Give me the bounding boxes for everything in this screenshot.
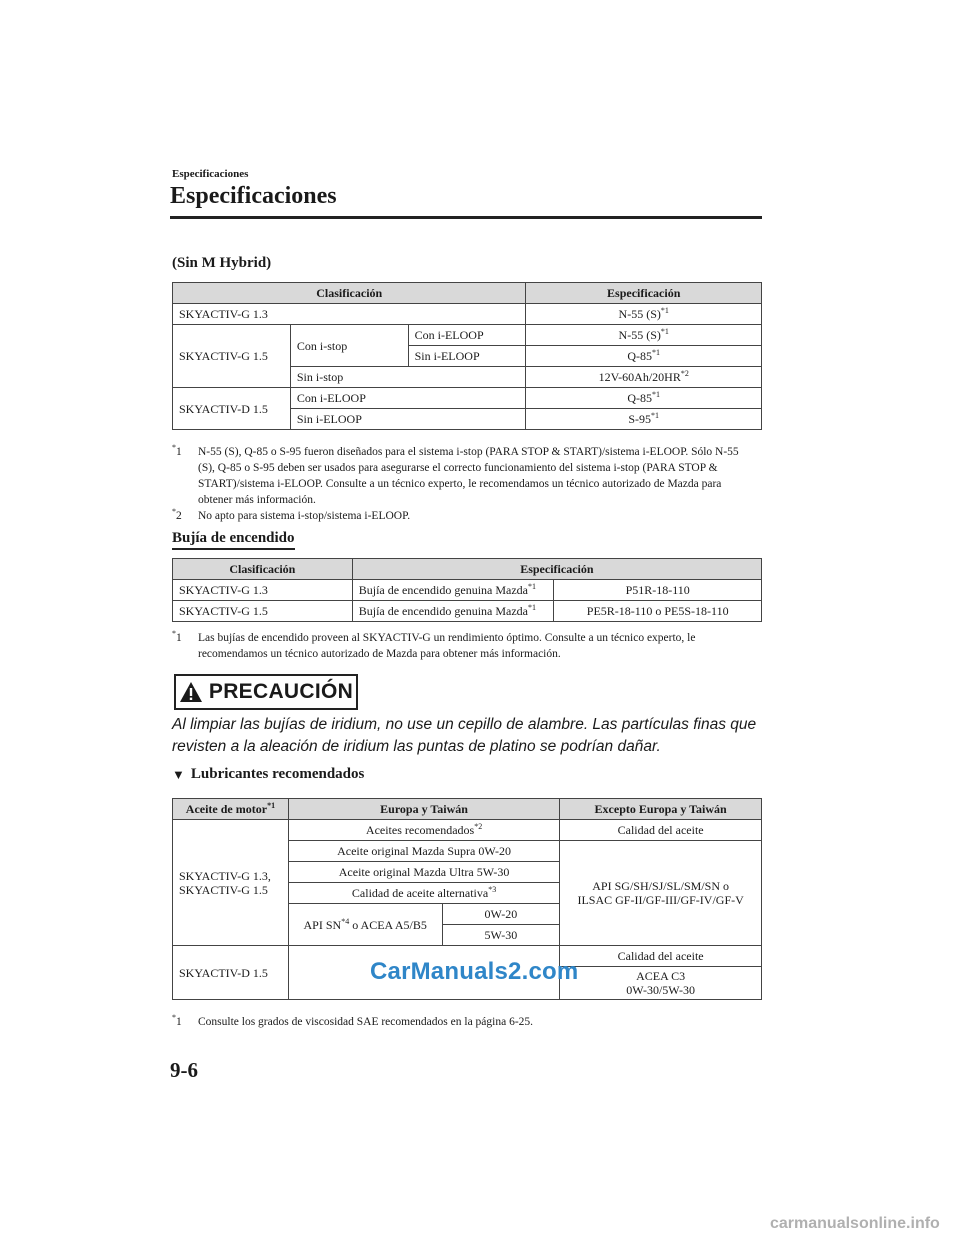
table-row bbox=[173, 325, 762, 346]
oil-quality: Calidad del aceite bbox=[560, 820, 762, 841]
battery-spec: Q-85$^{*1}$ bbox=[526, 346, 762, 367]
table-header-row bbox=[173, 799, 762, 820]
alt-quality: Calidad de aceite alternativa$^{*3}$ bbox=[288, 883, 559, 904]
eloop-option: Sin i-ELOOP bbox=[290, 409, 526, 430]
eloop-option: Con i-ELOOP bbox=[408, 325, 526, 346]
site-credit: carmanualsonline.info bbox=[770, 1215, 940, 1232]
engine-d15: SKYACTIV-D 1.5 bbox=[173, 946, 289, 1000]
header-engine-oil: Aceite de motor$^{*1}$ bbox=[173, 799, 289, 820]
caution-text: Al limpiar las bujías de iridium, no use un cepillo de alambre. Las partículas finas que revisten a la aleación de iridium las puntas de platino se podrían dañar. bbox=[172, 716, 757, 755]
istop-option: Con i-stop bbox=[290, 325, 408, 367]
part-number: P51R-18-110 bbox=[554, 580, 762, 601]
watermark-logo: CarManuals2.com bbox=[370, 958, 579, 985]
plug-type: Bujía de encendido genuina Mazda$^{*1}$ bbox=[352, 601, 554, 622]
triangle-down-icon: ▼ bbox=[172, 766, 185, 782]
part-number: PE5R-18-110 o PE5S-18-110 bbox=[554, 601, 762, 622]
viscosity-5w30: 5W-30 bbox=[442, 925, 560, 946]
istop-option: Sin i-stop bbox=[290, 367, 526, 388]
table-row bbox=[173, 304, 762, 325]
spark-plug-table bbox=[172, 558, 762, 622]
eloop-option: Sin i-ELOOP bbox=[408, 346, 526, 367]
plug-type: Bujía de encendido genuina Mazda$^{*1}$ bbox=[352, 580, 554, 601]
table-header-row bbox=[173, 283, 762, 304]
d-oil-quality: Calidad del aceite bbox=[560, 946, 762, 967]
oil-supra: Aceite original Mazda Supra 0W-20 bbox=[288, 841, 559, 862]
engine-g13: SKYACTIV-G 1.3 bbox=[173, 304, 526, 325]
spark-plug-footnotes bbox=[172, 630, 758, 662]
table-row bbox=[173, 601, 762, 622]
running-head: Especificaciones bbox=[172, 168, 249, 180]
recommended-oils: Aceites recomendados$^{*2}$ bbox=[288, 820, 559, 841]
lubricants-title-text: Lubricantes recomendados bbox=[190, 766, 365, 782]
header-clasificacion: Clasificación bbox=[173, 559, 353, 580]
table-header-row bbox=[173, 559, 762, 580]
lubricants-title bbox=[172, 766, 364, 783]
title-rule bbox=[170, 216, 762, 219]
page-title: Especificaciones bbox=[170, 183, 337, 209]
battery-table bbox=[172, 282, 762, 430]
engine-g15: SKYACTIV-G 1.5 bbox=[173, 325, 291, 388]
battery-spec: S-95$^{*1}$ bbox=[526, 409, 762, 430]
eloop-option: Con i-ELOOP bbox=[290, 388, 526, 409]
header-except-europe: Excepto Europa y Taiwán bbox=[560, 799, 762, 820]
engine-cell: SKYACTIV-G 1.3 bbox=[173, 580, 353, 601]
api-spec: API SG/SH/SJ/SL/SM/SN o ILSAC GF-II/GF-III/GF-IV/GF-V bbox=[560, 841, 762, 946]
lubricants-footnotes bbox=[172, 1014, 758, 1030]
footnote: *1 N-55 (S), Q-85 o S-95 fueron diseñados para el sistema i-stop (PARA STOP & START)/sistema i-ELOOP. Sólo N-55 (S), Q-85 o S-95 deben ser usados para asegurarse el correcto funcionamiento del sistema i-stop (PARA STOP & START)/sistema i-ELOOP. Consulte a un técnico experto, le recomendamos un técnico autorizado de Mazda para obtener más información. bbox=[172, 443, 739, 506]
header-europe: Europa y Taiwán bbox=[288, 799, 559, 820]
caution-box bbox=[174, 674, 358, 710]
table-row bbox=[173, 388, 762, 409]
battery-spec: N-55 $(S)^{*1}$ bbox=[526, 325, 762, 346]
caution-label: PRECAUCIÓN bbox=[208, 680, 354, 703]
page-number: 9-6 bbox=[170, 1058, 198, 1082]
header-especificacion: Especificación bbox=[352, 559, 761, 580]
table-row bbox=[173, 820, 762, 841]
engine-g-group: SKYACTIV-G 1.3, SKYACTIV-G 1.5 bbox=[173, 820, 289, 946]
spark-plug-title: Bujía de encendido bbox=[172, 530, 295, 550]
battery-spec: N-55 $(S)^{*1}$ bbox=[526, 304, 762, 325]
footnote: *1 Las bujías de encendido proveen al SKYACTIV-G un rendimiento óptimo. Consulte a un técnico experto, le recomendamos un técnico autorizado de Mazda para obtener más información. bbox=[172, 629, 696, 660]
viscosity-0w20: 0W-20 bbox=[442, 904, 560, 925]
oil-ultra: Aceite original Mazda Ultra 5W-30 bbox=[288, 862, 559, 883]
footnote: *2 No apto para sistema i-stop/sistema i-ELOOP. bbox=[172, 507, 411, 522]
table-row bbox=[173, 580, 762, 601]
battery-subheading: (Sin M Hybrid) bbox=[172, 255, 272, 271]
engine-cell: SKYACTIV-G 1.5 bbox=[173, 601, 353, 622]
battery-spec: 12V-60Ah/20HR$^{*2}$ bbox=[526, 367, 762, 388]
header-especificacion: Especificación bbox=[526, 283, 762, 304]
engine-d15: SKYACTIV-D 1.5 bbox=[173, 388, 291, 430]
header-clasificacion: Clasificación bbox=[173, 283, 526, 304]
d-acea: ACEA C3 0W-30/5W-30 bbox=[560, 967, 762, 1000]
battery-footnotes bbox=[172, 444, 758, 524]
footnote: *1 Consulte los grados de viscosidad SAE recomendados en la página 6-25. bbox=[172, 1013, 534, 1028]
warning-triangle-icon bbox=[179, 681, 203, 703]
api-sn-acea: API SN$^{*4}$ o ACEA A5/B5 bbox=[288, 904, 442, 946]
battery-spec: Q-85$^{*1}$ bbox=[526, 388, 762, 409]
